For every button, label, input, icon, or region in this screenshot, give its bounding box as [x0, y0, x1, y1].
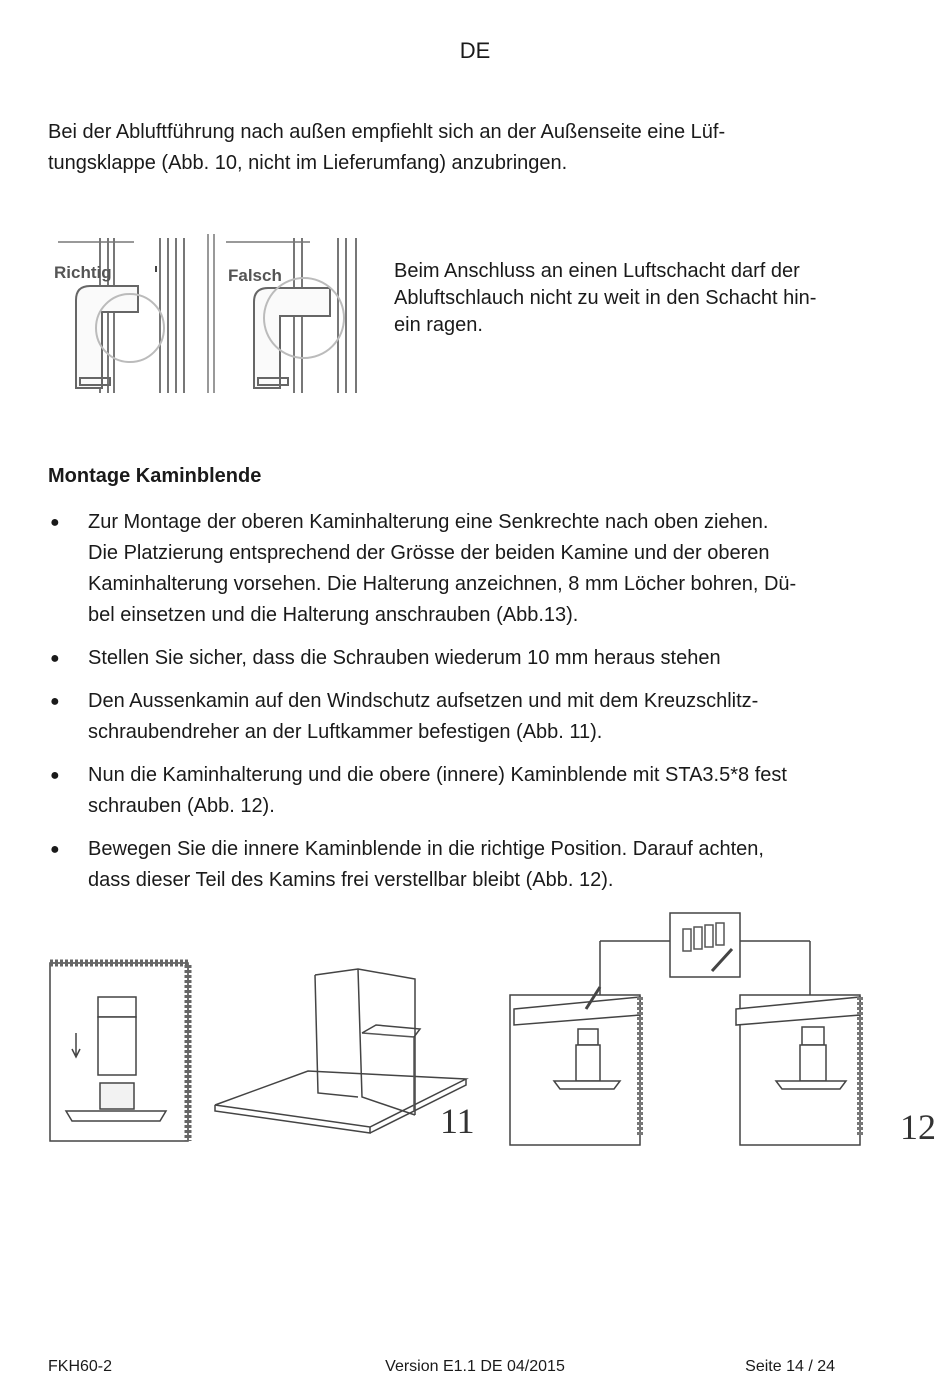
- shaft-note-line: Beim Anschluss an einen Luftschacht darf der: [394, 260, 800, 282]
- footer-version: Version E1.1 DE 04/2015: [385, 1358, 565, 1375]
- bullet-icon: ●: [50, 514, 60, 531]
- intro-line: tungsklappe (Abb. 10, nicht im Lieferumfang) anzubringen.: [48, 152, 568, 174]
- shaft-note-line: Abluftschlauch nicht zu weit in den Schacht hin-: [394, 287, 817, 309]
- list-item: ● Nun die Kaminhalterung und die obere (innere) Kaminblende mit STA3.5*8 fest schrauben (Abb. 12).: [48, 760, 908, 822]
- list-item: ● Stellen Sie sicher, dass die Schrauben wiederum 10 mm heraus stehen: [48, 643, 908, 674]
- bullet-icon: ●: [50, 693, 60, 710]
- fig-11-hood: [215, 969, 466, 1133]
- page-header-language: DE: [459, 38, 491, 63]
- vent-figure-label-wrong: Falsch: [228, 266, 282, 285]
- figure-12-number: 12: [900, 1107, 936, 1147]
- figure-11-number: 11: [440, 1101, 475, 1141]
- intro-paragraph: [48, 117, 848, 179]
- bullet-icon: ●: [50, 841, 60, 858]
- fig-12-assembly: [510, 913, 860, 1145]
- list-item: ● Zur Montage der oberen Kaminhalterung eine Senkrechte nach oben ziehen. Die Platzierung entsprechend der Grösse der beiden Kamine und der oberen Kaminhalterung vorsehen. Die Halterung anzeichnen, 8 mm Löcher bohren, Dü- bel einsetzen und die Halterung anschrauben (Abb.13).: [48, 507, 908, 631]
- vent-figure-label-correct: Richtig: [54, 263, 112, 282]
- instruction-list: [48, 507, 908, 908]
- shaft-note-line: ein ragen.: [394, 314, 483, 336]
- fig-chimney-slide: [50, 963, 188, 1141]
- footer-model: FKH60-2: [48, 1358, 113, 1375]
- shaft-note: [394, 258, 894, 339]
- bullet-icon: ●: [50, 650, 60, 667]
- footer-page-number: Seite 14 / 24: [745, 1358, 835, 1375]
- section-title: Montage Kaminblende: [48, 465, 262, 487]
- list-item: ● Den Aussenkamin auf den Windschutz aufsetzen und mit dem Kreuzschlitz- schraubendreher an der Luftkammer befestigen (Abb. 11).: [48, 686, 908, 748]
- intro-line: Bei der Abluftführung nach außen empfiehlt sich an der Außenseite eine Lüf-: [48, 121, 726, 143]
- list-item: ● Bewegen Sie die innere Kaminblende in die richtige Position. Darauf achten, dass dieser Teil des Kamins frei verstellbar bleibt (Abb. 12).: [48, 834, 908, 896]
- bullet-icon: ●: [50, 767, 60, 784]
- assembly-figures: [40, 905, 945, 1155]
- vent-duct-figure: [48, 228, 368, 398]
